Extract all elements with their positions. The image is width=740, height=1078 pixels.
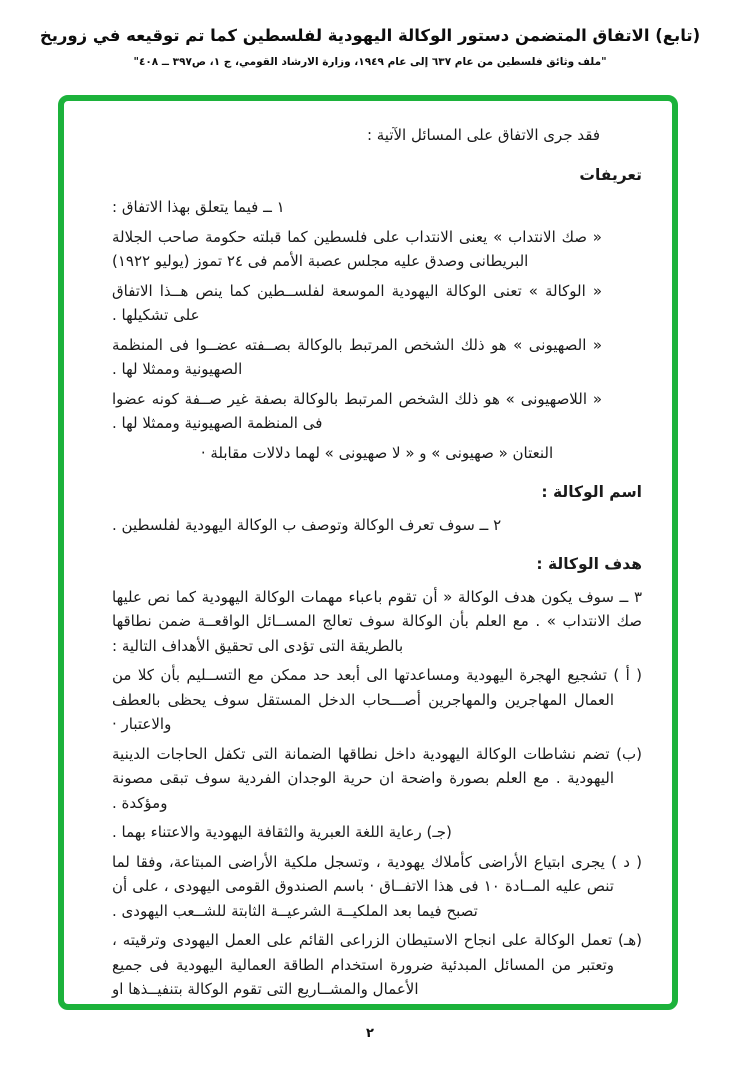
document-header bbox=[20, 26, 720, 68]
definition-mandate: « صك الانتداب » يعنى الانتداب على فلسطين كما قبلته حكومة صاحب الجلالة البريطانى وصدق عليه مجلس عصبة الأمم فى ٢٤ تموز (يوليو ١٩٢٢) bbox=[112, 227, 602, 270]
clause-1: ١ ــ فيما يتعلق بهذا الاتفاق : bbox=[112, 198, 285, 216]
goal-item-c: (جـ) رعاية اللغة العبرية والثقافة اليهودية والاعتناء بهما . bbox=[112, 823, 452, 841]
definition-zionist: « الصهيونى » هو ذلك الشخص المرتبط بالوكالة بصــفته عضــوا فى المنظمة الصهيونية وممثلا لها . bbox=[112, 335, 602, 378]
definition-non-zionist: « اللاصهيونى » هو ذلك الشخص المرتبط بالوكالة بصفة غير صــفة كونه عضوا فى المنظمة الصهيونية وممثلا لها . bbox=[112, 389, 602, 432]
intro-paragraph: فقد جرى الاتفاق على المسائل الآتية : bbox=[366, 126, 600, 144]
goal-item-a: ( أ ) تشجيع الهجرة اليهودية ومساعدتها الى أبعد حد ممكن مع التســليم بأن كلا من العمال المهاجرين والمهاجرين أصـــحاب الدخل المستقل سوف يحظى بالعطف والاعتبار · bbox=[112, 666, 642, 733]
definitions-note: النعتان « صهيونى » و « لا صهيونى » لهما دلالات مقابلة · bbox=[200, 443, 554, 462]
document-title: (تابع) الاتفاق المتضمن دستور الوكالة اليهودية لفلسطين كما تم توقيعه في زوريخ bbox=[39, 26, 701, 45]
section-heading-agency-goal: هدف الوكالة : bbox=[536, 555, 642, 573]
clause-2: ٢ ــ سوف تعرف الوكالة وتوصف ب الوكالة اليهودية لفلسطين . bbox=[112, 515, 502, 534]
goal-item-d: ( د ) يجرى ابتياع الأراضى كأملاك يهودية ، وتسجل ملكية الأراضى المبتاعة، وفقا لما تنص عليه المــادة ١٠ فى هذا الاتفــاق · باسم الصندوق القومى اليهودى ، على أن تصبح فيما بعد الملكيــة الشرعيــة الثابتة للشــعب اليهودى . bbox=[112, 852, 642, 920]
page-number: ٢ bbox=[366, 1026, 374, 1041]
clause-3: ٣ ــ سوف يكون هدف الوكالة « أن تقوم باعباء مهمات الوكالة اليهودية كما نص عليها صك الانتداب » . مع العلم بأن الوكالة سوف تعالج المســائل الواقعــة ضمن نطاقها بالطريقة التى تؤدى الى تحقيق الأهداف التالية : bbox=[112, 587, 642, 655]
goal-item-e: (هـ) تعمل الوكالة على انجاح الاستيطان الزراعى القائم على العمل اليهودى وترقيته ، وتعتبر من المسائل المبدئية ضرورة استخدام الطاقة العمالية اليهودية فى جميع الأعمال والمشــاريع التى تقوم الوكالة بتنفيــذها او bbox=[112, 931, 642, 998]
section-heading-definitions: تعريفات bbox=[579, 165, 642, 184]
section-heading-agency-name: اسم الوكالة : bbox=[541, 483, 642, 501]
document-source-citation: "ملف وثائق فلسطين من عام ٦٣٧ إلى عام ١٩٤٩، وزارة الارشاد القومي، ج ١، ص٣٩٧ ــ ٤٠٨" bbox=[133, 56, 607, 68]
definition-agency: « الوكالة » تعنى الوكالة اليهودية الموسعة لفلســطين كما ينص هــذا الاتفاق على تشكيلها . bbox=[112, 281, 602, 324]
document-body bbox=[64, 101, 672, 1004]
goal-item-b: (ب) تضم نشاطات الوكالة اليهودية داخل نطاقها الضمانة التى تكفل الحاجات الدينية اليهودية . مع العلم بصورة واضحة ان حرية الوجدان الفردية سوف تبقى مصونة ومؤكدة . bbox=[112, 744, 642, 812]
green-document-frame bbox=[58, 95, 678, 1010]
